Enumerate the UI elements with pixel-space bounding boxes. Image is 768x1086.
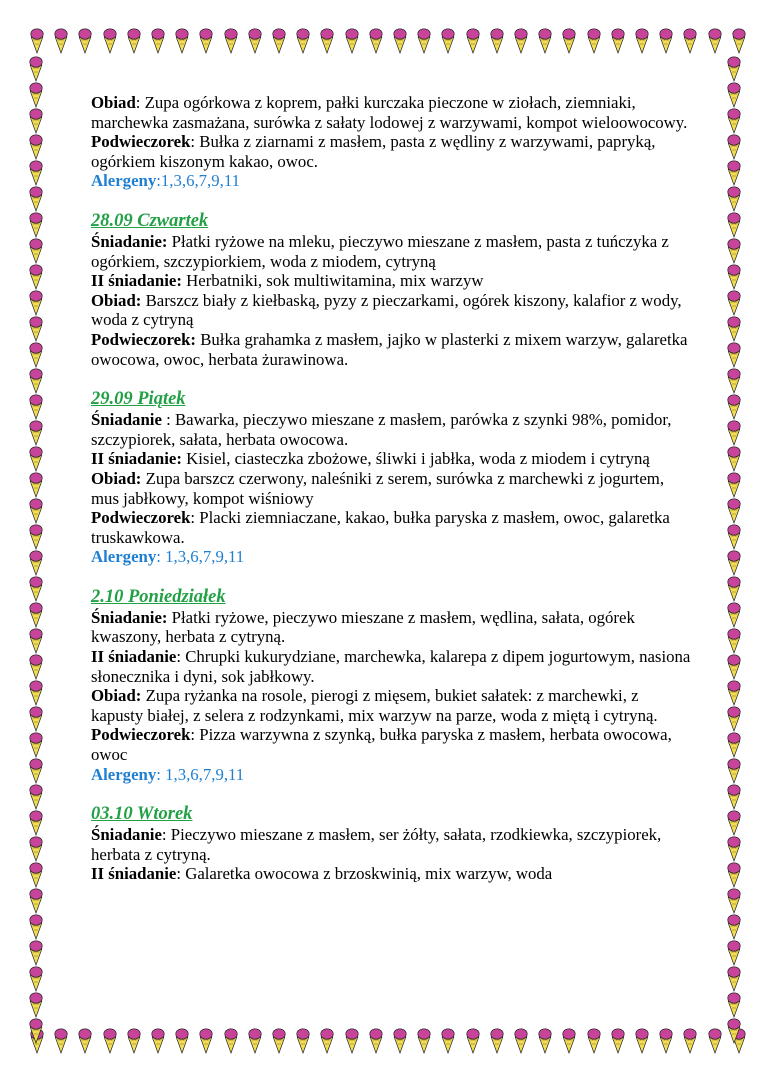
day-title: 28.09 Czwartek <box>91 210 209 231</box>
ice-cream-cone-icon <box>727 732 741 758</box>
ice-cream-cone-icon <box>727 134 741 160</box>
ice-cream-cone-icon <box>727 706 741 732</box>
border-bottom <box>30 1028 746 1054</box>
menu-content <box>91 93 691 884</box>
ice-cream-cone-icon <box>199 1028 213 1054</box>
ice-cream-cone-icon <box>29 992 43 1018</box>
ice-cream-cone-icon <box>29 368 43 394</box>
ice-cream-cone-icon <box>29 654 43 680</box>
ice-cream-cone-icon <box>103 1028 117 1054</box>
meal-podwieczorek: Podwieczorek: Pizza warzywna z szynką, bułka paryska z masłem, herbata owocowa, owoc <box>91 725 672 765</box>
ice-cream-cone-icon <box>562 1028 576 1054</box>
border-left <box>29 56 47 1026</box>
menu-day-03-10 <box>91 803 691 884</box>
ice-cream-cone-icon <box>248 28 262 54</box>
ice-cream-cone-icon <box>466 1028 480 1054</box>
ice-cream-cone-icon <box>659 1028 673 1054</box>
ice-cream-cone-icon <box>29 732 43 758</box>
menu-day-28-09 <box>91 210 691 369</box>
ice-cream-cone-icon <box>29 56 43 82</box>
ice-cream-cone-icon <box>29 498 43 524</box>
meal-podwieczorek: Podwieczorek: Bułka z ziarnami z masłem, pasta z wędliny z warzywami, papryką, ogórkiem kiszonym kakao, owoc. <box>91 132 656 171</box>
ice-cream-cone-icon <box>151 28 165 54</box>
ice-cream-cone-icon <box>29 134 43 160</box>
ice-cream-cone-icon <box>29 238 43 264</box>
day-title: 03.10 Wtorek <box>91 804 193 825</box>
meal-sniadanie: Śniadanie: Płatki ryżowe na mleku, pieczywo mieszane z masłem, pasta z tuńczyka z ogórkiem, szczypiorkiem, woda z miodem, cytryną <box>91 231 669 271</box>
ice-cream-cone-icon <box>29 420 43 446</box>
ice-cream-cone-icon <box>659 28 673 54</box>
ice-cream-cone-icon <box>29 810 43 836</box>
ice-cream-cone-icon <box>587 28 601 54</box>
ice-cream-cone-icon <box>417 28 431 54</box>
ice-cream-cone-icon <box>127 28 141 54</box>
ice-cream-cone-icon <box>29 394 43 420</box>
ice-cream-cone-icon <box>727 56 741 82</box>
ice-cream-cone-icon <box>54 28 68 54</box>
ice-cream-cone-icon <box>727 680 741 706</box>
ice-cream-cone-icon <box>727 628 741 654</box>
ice-cream-cone-icon <box>727 576 741 602</box>
ice-cream-cone-icon <box>29 940 43 966</box>
ice-cream-cone-icon <box>29 446 43 472</box>
ice-cream-cone-icon <box>490 28 504 54</box>
ice-cream-cone-icon <box>320 1028 334 1054</box>
ice-cream-cone-icon <box>441 28 455 54</box>
ice-cream-cone-icon <box>727 966 741 992</box>
meal-sniadanie: Śniadanie : Bawarka, pieczywo mieszane z masłem, parówka z szynki 98%, pomidor, szczypiorek, sałata, herbata owocowa. <box>91 410 672 449</box>
ice-cream-cone-icon <box>538 1028 552 1054</box>
ice-cream-cone-icon <box>611 1028 625 1054</box>
ice-cream-cone-icon <box>393 28 407 54</box>
ice-cream-cone-icon <box>708 28 722 54</box>
ice-cream-cone-icon <box>29 836 43 862</box>
ice-cream-cone-icon <box>29 264 43 290</box>
ice-cream-cone-icon <box>727 992 741 1018</box>
ice-cream-cone-icon <box>514 1028 528 1054</box>
ice-cream-cone-icon <box>175 1028 189 1054</box>
ice-cream-cone-icon <box>441 1028 455 1054</box>
ice-cream-cone-icon <box>29 914 43 940</box>
ice-cream-cone-icon <box>29 472 43 498</box>
meal-ii-sniadanie: II śniadanie: Galaretka owocowa z brzoskwinią, mix warzyw, woda <box>91 864 553 884</box>
ice-cream-cone-icon <box>248 1028 262 1054</box>
day-title: 2.10 Poniedziałek <box>91 586 226 607</box>
ice-cream-cone-icon <box>727 784 741 810</box>
ice-cream-cone-icon <box>54 1028 68 1054</box>
ice-cream-cone-icon <box>345 28 359 54</box>
ice-cream-cone-icon <box>29 82 43 108</box>
ice-cream-cone-icon <box>224 1028 238 1054</box>
ice-cream-cone-icon <box>727 316 741 342</box>
ice-cream-cone-icon <box>683 1028 697 1054</box>
ice-cream-cone-icon <box>562 28 576 54</box>
ice-cream-cone-icon <box>29 784 43 810</box>
ice-cream-cone-icon <box>727 342 741 368</box>
ice-cream-cone-icon <box>727 940 741 966</box>
ice-cream-cone-icon <box>727 394 741 420</box>
ice-cream-cone-icon <box>369 1028 383 1054</box>
day-title: 29.09 Piątek <box>91 389 186 410</box>
ice-cream-cone-icon <box>538 28 552 54</box>
ice-cream-cone-icon <box>29 966 43 992</box>
ice-cream-cone-icon <box>466 28 480 54</box>
ice-cream-cone-icon <box>29 186 43 212</box>
ice-cream-cone-icon <box>727 420 741 446</box>
ice-cream-cone-icon <box>224 28 238 54</box>
allergens: Alergeny:1,3,6,7,9,11 <box>91 171 241 191</box>
ice-cream-cone-icon <box>727 160 741 186</box>
ice-cream-cone-icon <box>727 810 741 836</box>
ice-cream-cone-icon <box>727 290 741 316</box>
menu-day-02-10 <box>91 586 691 784</box>
ice-cream-cone-icon <box>727 212 741 238</box>
ice-cream-cone-icon <box>708 1028 722 1054</box>
ice-cream-cone-icon <box>727 524 741 550</box>
ice-cream-cone-icon <box>29 628 43 654</box>
ice-cream-cone-icon <box>29 602 43 628</box>
ice-cream-cone-icon <box>727 602 741 628</box>
meal-obiad: Obiad: Zupa ogórkowa z koprem, pałki kurczaka pieczone w ziołach, ziemniaki, marchewka zasmażana, surówka z sałaty lodowej z warzywami, kompot wieloowocowy. <box>91 93 688 132</box>
ice-cream-cone-icon <box>635 1028 649 1054</box>
ice-cream-cone-icon <box>727 264 741 290</box>
border-right <box>727 56 745 1026</box>
meal-sniadanie: Śniadanie: Płatki ryżowe, pieczywo mieszane z masłem, wędlina, sałata, ogórek kwaszony, herbata z cytryną. <box>91 607 635 647</box>
ice-cream-cone-icon <box>727 654 741 680</box>
ice-cream-cone-icon <box>78 1028 92 1054</box>
ice-cream-cone-icon <box>29 1018 43 1044</box>
border-top <box>30 28 746 54</box>
meal-obiad: Obiad: Zupa barszcz czerwony, naleśniki z serem, surówka z marchewki z jogurtem, mus jabłkowy, kompot wiśniowy <box>91 468 665 508</box>
meal-ii-sniadanie: II śniadanie: Herbatniki, sok multiwitamina, mix warzyw <box>91 271 484 291</box>
meal-ii-sniadanie: II śniadanie: Kisiel, ciasteczka zbożowe, śliwki i jabłka, woda z miodem i cytryną <box>91 449 650 469</box>
ice-cream-cone-icon <box>78 28 92 54</box>
ice-cream-cone-icon <box>296 1028 310 1054</box>
ice-cream-cone-icon <box>29 290 43 316</box>
menu-day-continuation <box>91 93 691 191</box>
ice-cream-cone-icon <box>587 1028 601 1054</box>
menu-day-29-09 <box>91 388 691 567</box>
allergens: Alergeny: 1,3,6,7,9,11 <box>91 547 245 567</box>
ice-cream-cone-icon <box>727 238 741 264</box>
ice-cream-cone-icon <box>490 1028 504 1054</box>
ice-cream-cone-icon <box>29 524 43 550</box>
ice-cream-cone-icon <box>727 862 741 888</box>
ice-cream-cone-icon <box>417 1028 431 1054</box>
ice-cream-cone-icon <box>29 316 43 342</box>
ice-cream-cone-icon <box>272 1028 286 1054</box>
ice-cream-cone-icon <box>727 186 741 212</box>
ice-cream-cone-icon <box>29 550 43 576</box>
ice-cream-cone-icon <box>30 28 44 54</box>
ice-cream-cone-icon <box>732 28 746 54</box>
meal-podwieczorek: Podwieczorek: Placki ziemniaczane, kakao, bułka paryska z masłem, owoc, galaretka truskawkowa. <box>91 508 670 547</box>
ice-cream-cone-icon <box>29 706 43 732</box>
ice-cream-cone-icon <box>727 82 741 108</box>
meal-obiad: Obiad: Barszcz biały z kiełbaską, pyzy z pieczarkami, ogórek kiszony, kalafior z wody, woda z cytryną <box>91 290 682 330</box>
ice-cream-cone-icon <box>727 758 741 784</box>
ice-cream-cone-icon <box>393 1028 407 1054</box>
ice-cream-cone-icon <box>175 28 189 54</box>
ice-cream-cone-icon <box>29 862 43 888</box>
ice-cream-cone-icon <box>611 28 625 54</box>
ice-cream-cone-icon <box>727 108 741 134</box>
ice-cream-cone-icon <box>29 212 43 238</box>
ice-cream-cone-icon <box>727 368 741 394</box>
ice-cream-cone-icon <box>151 1028 165 1054</box>
ice-cream-cone-icon <box>127 1028 141 1054</box>
ice-cream-cone-icon <box>296 28 310 54</box>
meal-sniadanie: Śniadanie: Pieczywo mieszane z masłem, ser żółty, sałata, rzodkiewka, szczypiorek, herbata z cytryną. <box>91 825 662 864</box>
meal-podwieczorek: Podwieczorek: Bułka grahamka z masłem, jajko w plasterki z mixem warzyw, galaretka owocowa, owoc, herbata żurawinowa. <box>91 329 688 369</box>
allergens: Alergeny: 1,3,6,7,9,11 <box>91 764 245 784</box>
ice-cream-cone-icon <box>29 758 43 784</box>
ice-cream-cone-icon <box>29 160 43 186</box>
ice-cream-cone-icon <box>727 550 741 576</box>
ice-cream-cone-icon <box>727 836 741 862</box>
ice-cream-cone-icon <box>272 28 286 54</box>
ice-cream-cone-icon <box>29 680 43 706</box>
ice-cream-cone-icon <box>345 1028 359 1054</box>
ice-cream-cone-icon <box>29 888 43 914</box>
meal-ii-sniadanie: II śniadanie: Chrupki kukurydziane, marchewka, kalarepa z dipem jogurtowym, nasiona słonecznika i dyni, sok jabłkowy. <box>91 647 691 686</box>
ice-cream-cone-icon <box>199 28 213 54</box>
ice-cream-cone-icon <box>683 28 697 54</box>
ice-cream-cone-icon <box>29 108 43 134</box>
meal-obiad: Obiad: Zupa ryżanka na rosole, pierogi z mięsem, bukiet sałatek: z marchewki, z kapusty białej, z selera z rodzynkami, mix warzyw na parze, woda z miętą i cytryną. <box>91 686 658 725</box>
ice-cream-cone-icon <box>727 446 741 472</box>
ice-cream-cone-icon <box>369 28 383 54</box>
ice-cream-cone-icon <box>514 28 528 54</box>
ice-cream-cone-icon <box>29 342 43 368</box>
ice-cream-cone-icon <box>727 1018 741 1044</box>
ice-cream-cone-icon <box>727 914 741 940</box>
ice-cream-cone-icon <box>727 888 741 914</box>
ice-cream-cone-icon <box>635 28 649 54</box>
ice-cream-cone-icon <box>320 28 334 54</box>
ice-cream-cone-icon <box>727 472 741 498</box>
ice-cream-cone-icon <box>29 576 43 602</box>
ice-cream-cone-icon <box>103 28 117 54</box>
ice-cream-cone-icon <box>727 498 741 524</box>
